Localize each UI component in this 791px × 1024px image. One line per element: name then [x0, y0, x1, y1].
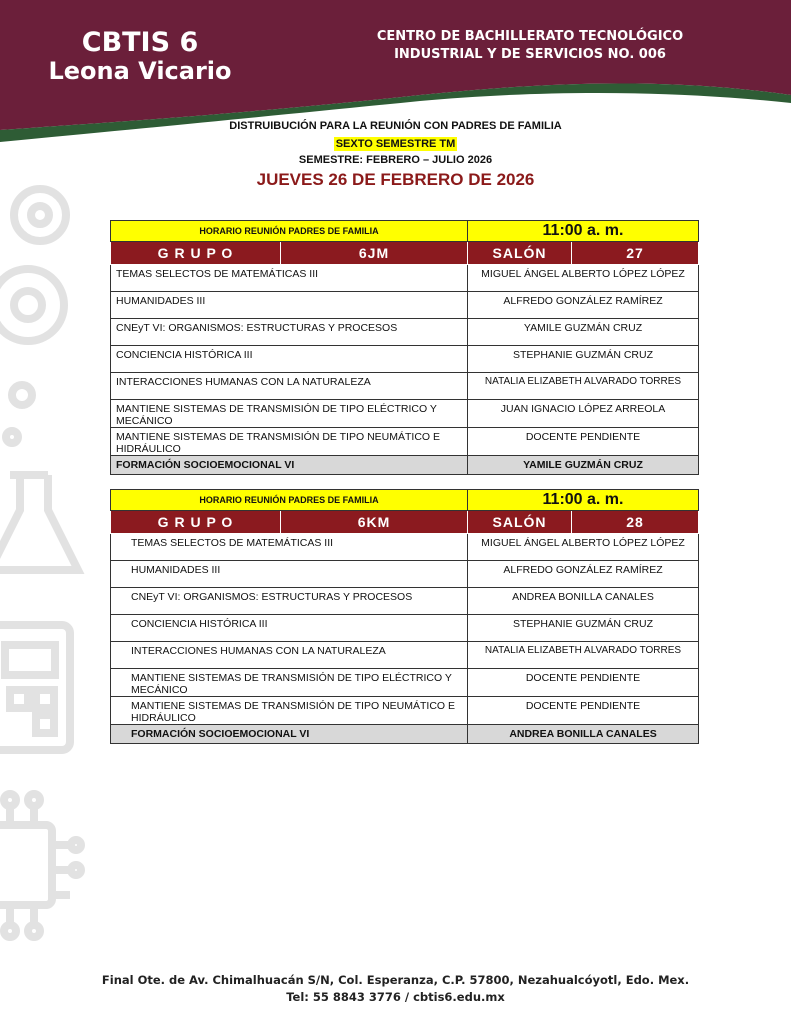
logo-line1: CBTIS 6 — [81, 27, 199, 58]
teacher-cell: YAMILE GUZMÁN CRUZ — [468, 319, 699, 346]
subject-cell: INTERACCIONES HUMANAS CON LA NATURALEZA — [111, 373, 468, 400]
title-semester-highlight: SEXTO SEMESTRE TM — [335, 138, 456, 150]
teacher-cell: ANDREA BONILLA CANALES — [468, 725, 699, 744]
circuit-icon — [0, 794, 81, 937]
group-value: 6KM — [281, 511, 468, 534]
title-semester-period: SEMESTRE: FEBRERO – JULIO 2026 — [298, 154, 493, 166]
table-row — [111, 561, 699, 588]
logo-line2: Leona Vicario — [48, 56, 232, 85]
teacher-cell: DOCENTE PENDIENTE — [468, 428, 699, 456]
group-label: G R U P O — [111, 511, 281, 534]
bubble-icon — [12, 385, 32, 405]
table-row — [111, 428, 699, 456]
teacher-cell: YAMILE GUZMÁN CRUZ — [468, 456, 699, 475]
subject-cell: CNEyT VI: ORGANISMOS: ESTRUCTURAS Y PROCESOS — [111, 588, 468, 615]
table-row-final — [111, 456, 699, 475]
flask-icon — [0, 475, 78, 570]
room-label: SALÓN — [468, 511, 572, 534]
subject-cell: HUMANIDADES III — [111, 292, 468, 319]
group-header-row — [111, 511, 699, 534]
teacher-cell: DOCENTE PENDIENTE — [468, 669, 699, 697]
teacher-cell: NATALIA ELIZABETH ALVARADO TORRES — [468, 373, 699, 400]
table-row — [111, 534, 699, 561]
table-row — [111, 697, 699, 725]
subject-cell: MANTIENE SISTEMAS DE TRANSMISIÓN DE TIPO ELÉCTRICO Y MECÁNICO — [111, 669, 468, 697]
teacher-cell: STEPHANIE GUZMÁN CRUZ — [468, 346, 699, 373]
subject-cell: MANTIENE SISTEMAS DE TRANSMISIÓN DE TIPO ELÉCTRICO Y MECÁNICO — [111, 400, 468, 428]
table-row — [111, 346, 699, 373]
institution-name — [360, 28, 700, 64]
group-header-row — [111, 242, 699, 265]
schedule-time: 11:00 a. m. — [468, 490, 699, 511]
room-value: 27 — [572, 242, 699, 265]
schedule-label: HORARIO REUNIÓN PADRES DE FAMILIA — [111, 221, 468, 242]
subject-cell: FORMACIÓN SOCIOEMOCIONAL VI — [111, 725, 468, 744]
teacher-cell: MIGUEL ÁNGEL ALBERTO LÓPEZ LÓPEZ — [468, 265, 699, 292]
subject-cell: CONCIENCIA HISTÓRICA III — [111, 615, 468, 642]
table-row — [111, 400, 699, 428]
subject-cell: TEMAS SELECTOS DE MATEMÁTICAS III — [111, 265, 468, 292]
teacher-cell: NATALIA ELIZABETH ALVARADO TORRES — [468, 642, 699, 669]
teacher-cell: MIGUEL ÁNGEL ALBERTO LÓPEZ LÓPEZ — [468, 534, 699, 561]
decorative-side-icons — [0, 175, 90, 955]
subject-cell: TEMAS SELECTOS DE MATEMÁTICAS III — [111, 534, 468, 561]
room-label: SALÓN — [468, 242, 572, 265]
schedule-label: HORARIO REUNIÓN PADRES DE FAMILIA — [111, 490, 468, 511]
subject-cell: MANTIENE SISTEMAS DE TRANSMISIÓN DE TIPO NEUMÁTICO E HIDRÁULICO — [111, 697, 468, 725]
schedule-row — [111, 221, 699, 242]
schedule-time: 11:00 a. m. — [468, 221, 699, 242]
table-row — [111, 265, 699, 292]
title-distribution: DISTRUIBUCIÓN PARA LA REUNIÓN CON PADRES DE FAMILIA — [229, 120, 562, 132]
footer-contact: Tel: 55 8843 3776 / cbtis6.edu.mx — [286, 990, 505, 1004]
room-value: 28 — [572, 511, 699, 534]
teacher-cell: ALFREDO GONZÁLEZ RAMÍREZ — [468, 292, 699, 319]
teacher-cell: ANDREA BONILLA CANALES — [468, 588, 699, 615]
group-value: 6JM — [281, 242, 468, 265]
table-row — [111, 292, 699, 319]
teacher-cell: DOCENTE PENDIENTE — [468, 697, 699, 725]
school-logo — [40, 28, 240, 84]
meeting-date: JUEVES 26 DE FEBRERO DE 2026 — [256, 170, 535, 189]
teacher-cell: ALFREDO GONZÁLEZ RAMÍREZ — [468, 561, 699, 588]
table-row — [111, 319, 699, 346]
teacher-cell: STEPHANIE GUZMÁN CRUZ — [468, 615, 699, 642]
group-table-6km — [110, 489, 699, 744]
gear-icon-small — [14, 189, 66, 241]
subject-cell: INTERACCIONES HUMANAS CON LA NATURALEZA — [111, 642, 468, 669]
table-row — [111, 642, 699, 669]
teacher-cell: JUAN IGNACIO LÓPEZ ARREOLA — [468, 400, 699, 428]
schedule-row — [111, 490, 699, 511]
institution-line2: INDUSTRIAL Y DE SERVICIOS NO. 006 — [394, 47, 666, 62]
footer-address: Final Ote. de Av. Chimalhuacán S/N, Col. Esperanza, C.P. 57800, Nezahualcóyotl, Edo. Mex. — [101, 973, 690, 987]
subject-cell: CNEyT VI: ORGANISMOS: ESTRUCTURAS Y PROCESOS — [111, 319, 468, 346]
document-titles — [0, 119, 791, 192]
subject-cell: FORMACIÓN SOCIOEMOCIONAL VI — [111, 456, 468, 475]
table-row — [111, 669, 699, 697]
gear-icon-large — [0, 269, 64, 341]
footer — [0, 972, 791, 1006]
table-row — [111, 373, 699, 400]
calculator-icon — [0, 625, 70, 750]
institution-line1: CENTRO DE BACHILLERATO TECNOLÓGICO — [376, 29, 684, 44]
table-row-final — [111, 725, 699, 744]
table-row — [111, 615, 699, 642]
subject-cell: MANTIENE SISTEMAS DE TRANSMISIÓN DE TIPO NEUMÁTICO E HIDRÁULICO — [111, 428, 468, 456]
subject-cell: HUMANIDADES III — [111, 561, 468, 588]
table-row — [111, 588, 699, 615]
group-label: G R U P O — [111, 242, 281, 265]
subject-cell: CONCIENCIA HISTÓRICA III — [111, 346, 468, 373]
group-table-6jm — [110, 220, 699, 475]
